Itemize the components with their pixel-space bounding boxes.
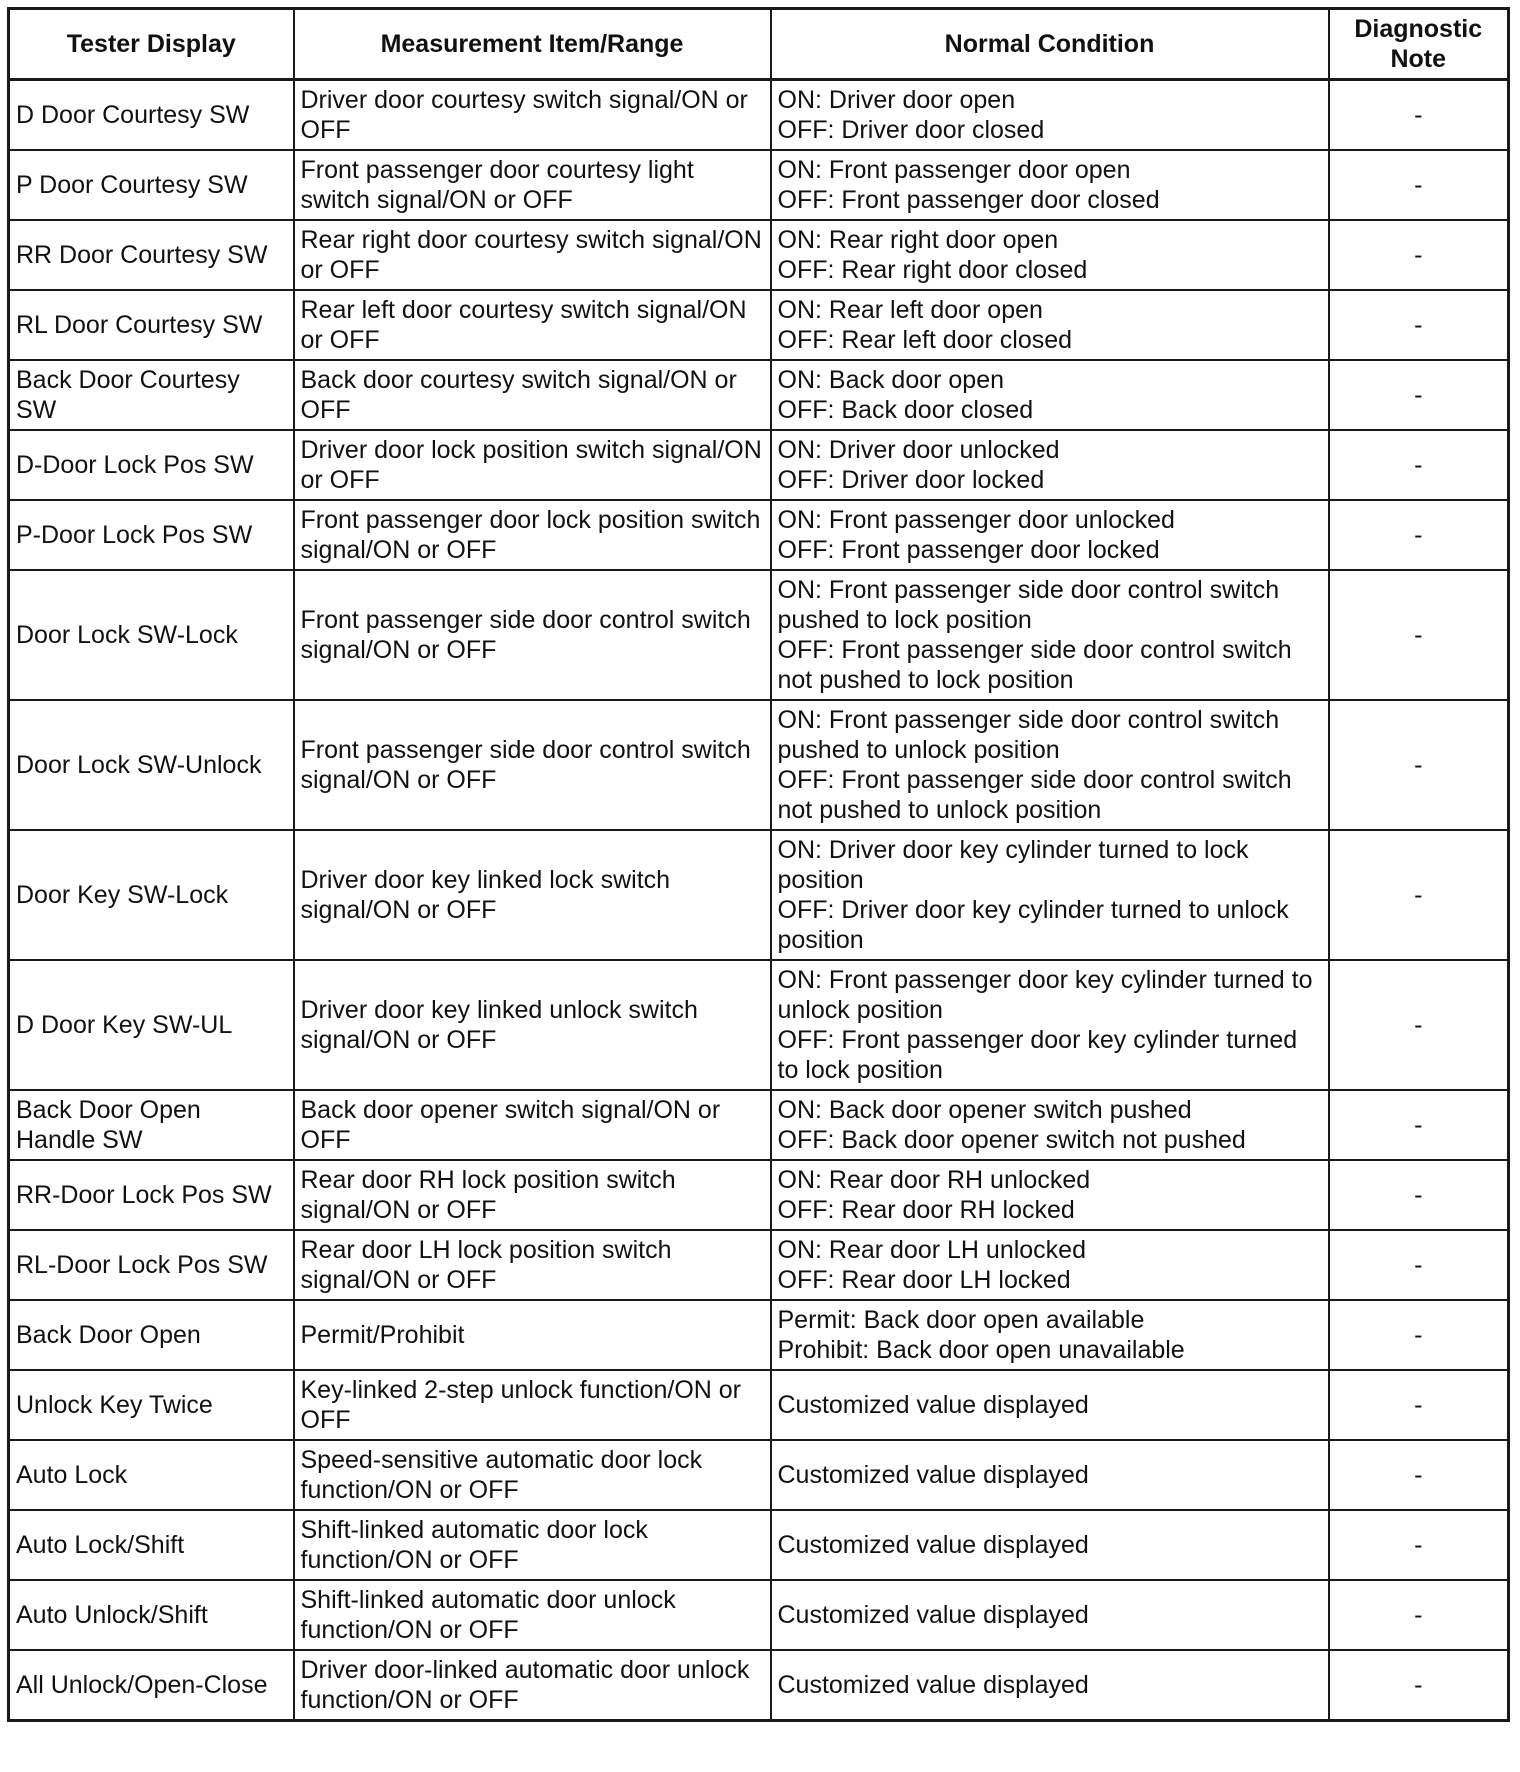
table-row — [9, 1300, 1509, 1370]
normal-condition-line: Customized value displayed — [777, 1391, 1089, 1419]
measurement-cell: Rear left door courtesy switch signal/ON or OFF — [294, 290, 771, 360]
normal-condition-line: OFF: Front passenger side door control switch not pushed to lock position — [777, 636, 1292, 694]
normal-condition-line: OFF: Front passenger door closed — [777, 186, 1160, 214]
table-row — [9, 570, 1509, 700]
measurement-cell: Driver door key linked lock switch signal/ON or OFF — [294, 830, 771, 960]
normal-condition-line: OFF: Rear right door closed — [777, 256, 1088, 284]
normal-condition-cell — [771, 1650, 1329, 1721]
normal-condition-line: ON: Rear door LH unlocked — [777, 1236, 1086, 1264]
normal-condition-cell — [771, 1160, 1329, 1230]
diagnostic-note-cell: - — [1329, 1440, 1509, 1510]
normal-condition-cell — [771, 1580, 1329, 1650]
normal-condition-cell — [771, 1300, 1329, 1370]
normal-condition-cell — [771, 80, 1329, 151]
normal-condition-line: ON: Rear right door open — [777, 226, 1059, 254]
header-normal-condition: Normal Condition — [771, 9, 1329, 80]
normal-condition-line: ON: Driver door key cylinder turned to lock position — [777, 836, 1249, 894]
tester-display-cell: Door Lock SW-Lock — [9, 570, 294, 700]
measurement-cell: Front passenger door courtesy light switch signal/ON or OFF — [294, 150, 771, 220]
normal-condition-line: OFF: Driver door closed — [777, 116, 1045, 144]
diagnostic-note-cell: - — [1329, 1370, 1509, 1440]
normal-condition-cell — [771, 220, 1329, 290]
measurement-cell: Shift-linked automatic door unlock function/ON or OFF — [294, 1580, 771, 1650]
diagnostic-note-cell: - — [1329, 570, 1509, 700]
normal-condition-cell — [771, 150, 1329, 220]
normal-condition-cell — [771, 1230, 1329, 1300]
diagnostic-note-cell: - — [1329, 960, 1509, 1090]
normal-condition-line: ON: Driver door unlocked — [777, 436, 1060, 464]
tester-display-cell: All Unlock/Open-Close — [9, 1650, 294, 1721]
measurement-cell: Rear door RH lock position switch signal/ON or OFF — [294, 1160, 771, 1230]
normal-condition-line: OFF: Back door closed — [777, 396, 1034, 424]
measurement-cell: Driver door key linked unlock switch signal/ON or OFF — [294, 960, 771, 1090]
normal-condition-cell — [771, 830, 1329, 960]
tester-display-cell: Unlock Key Twice — [9, 1370, 294, 1440]
measurement-cell: Front passenger side door control switch signal/ON or OFF — [294, 700, 771, 830]
tester-display-cell: P Door Courtesy SW — [9, 150, 294, 220]
normal-condition-line: OFF: Front passenger side door control switch not pushed to unlock position — [777, 766, 1292, 824]
table-row — [9, 1230, 1509, 1300]
tester-display-cell: Back Door Open — [9, 1300, 294, 1370]
measurement-cell: Driver door courtesy switch signal/ON or OFF — [294, 80, 771, 151]
normal-condition-line: OFF: Back door opener switch not pushed — [777, 1126, 1246, 1154]
normal-condition-line: ON: Front passenger door key cylinder turned to unlock position — [777, 966, 1313, 1024]
header-measurement-item: Measurement Item/Range — [294, 9, 771, 80]
table-row — [9, 1510, 1509, 1580]
tester-display-cell: RL Door Courtesy SW — [9, 290, 294, 360]
normal-condition-line: Customized value displayed — [777, 1531, 1089, 1559]
table-row — [9, 1650, 1509, 1721]
table-row — [9, 360, 1509, 430]
diagnostic-note-cell: - — [1329, 430, 1509, 500]
normal-condition-line: ON: Rear door RH unlocked — [777, 1166, 1091, 1194]
normal-condition-line: OFF: Front passenger door locked — [777, 536, 1160, 564]
diagnostic-note-cell: - — [1329, 1650, 1509, 1721]
tester-display-cell: RL-Door Lock Pos SW — [9, 1230, 294, 1300]
table-row — [9, 220, 1509, 290]
tester-display-cell: D-Door Lock Pos SW — [9, 430, 294, 500]
table-row — [9, 150, 1509, 220]
normal-condition-cell — [771, 360, 1329, 430]
tester-display-cell: Door Key SW-Lock — [9, 830, 294, 960]
diagnostic-note-cell: - — [1329, 830, 1509, 960]
measurement-cell: Rear right door courtesy switch signal/ON or OFF — [294, 220, 771, 290]
table-row — [9, 1440, 1509, 1510]
normal-condition-line: OFF: Rear left door closed — [777, 326, 1073, 354]
normal-condition-cell — [771, 1440, 1329, 1510]
measurement-cell: Shift-linked automatic door lock function/ON or OFF — [294, 1510, 771, 1580]
tester-display-cell: Auto Lock — [9, 1440, 294, 1510]
diagnostic-note-cell: - — [1329, 290, 1509, 360]
normal-condition-line: OFF: Driver door locked — [777, 466, 1045, 494]
measurement-cell: Driver door-linked automatic door unlock function/ON or OFF — [294, 1650, 771, 1721]
diagnostic-note-cell: - — [1329, 1580, 1509, 1650]
header-diagnostic-note: Diagnostic Note — [1329, 9, 1509, 80]
normal-condition-line: OFF: Rear door LH locked — [777, 1266, 1071, 1294]
measurement-cell: Rear door LH lock position switch signal/ON or OFF — [294, 1230, 771, 1300]
normal-condition-cell — [771, 1510, 1329, 1580]
table-body — [9, 80, 1509, 1721]
diagnostic-note-cell: - — [1329, 1300, 1509, 1370]
table-row — [9, 700, 1509, 830]
table-row — [9, 830, 1509, 960]
table-row — [9, 500, 1509, 570]
normal-condition-line: Customized value displayed — [777, 1601, 1089, 1629]
diagnostic-note-cell: - — [1329, 1160, 1509, 1230]
tester-display-cell: P-Door Lock Pos SW — [9, 500, 294, 570]
diagnostic-note-cell: - — [1329, 360, 1509, 430]
tester-display-cell: Auto Unlock/Shift — [9, 1580, 294, 1650]
measurement-cell: Front passenger side door control switch signal/ON or OFF — [294, 570, 771, 700]
diagnostic-note-cell: - — [1329, 220, 1509, 290]
table-row — [9, 1090, 1509, 1160]
normal-condition-cell — [771, 290, 1329, 360]
measurement-cell: Back door courtesy switch signal/ON or OFF — [294, 360, 771, 430]
header-tester-display: Tester Display — [9, 9, 294, 80]
normal-condition-line: ON: Front passenger side door control switch pushed to unlock position — [777, 706, 1280, 764]
normal-condition-line: ON: Front passenger door open — [777, 156, 1131, 184]
diagnostic-note-cell: - — [1329, 150, 1509, 220]
normal-condition-line: ON: Front passenger door unlocked — [777, 506, 1175, 534]
tester-display-cell: Back Door Courtesy SW — [9, 360, 294, 430]
normal-condition-line: Prohibit: Back door open unavailable — [777, 1336, 1185, 1364]
tester-display-cell: Back Door Open Handle SW — [9, 1090, 294, 1160]
table-row — [9, 1580, 1509, 1650]
normal-condition-line: OFF: Driver door key cylinder turned to unlock position — [777, 896, 1289, 954]
normal-condition-cell — [771, 1090, 1329, 1160]
diagnostic-note-cell: - — [1329, 1230, 1509, 1300]
normal-condition-cell — [771, 500, 1329, 570]
table-row — [9, 1160, 1509, 1230]
normal-condition-cell — [771, 960, 1329, 1090]
diagnostic-note-cell: - — [1329, 500, 1509, 570]
normal-condition-line: ON: Back door opener switch pushed — [777, 1096, 1192, 1124]
diagnostic-note-cell: - — [1329, 700, 1509, 830]
normal-condition-cell — [771, 1370, 1329, 1440]
diagnostic-note-cell: - — [1329, 1510, 1509, 1580]
header-row — [9, 9, 1509, 80]
table-row — [9, 290, 1509, 360]
table-row — [9, 80, 1509, 151]
measurement-cell: Speed-sensitive automatic door lock function/ON or OFF — [294, 1440, 771, 1510]
measurement-cell: Key-linked 2-step unlock function/ON or OFF — [294, 1370, 771, 1440]
normal-condition-line: OFF: Rear door RH locked — [777, 1196, 1075, 1224]
measurement-cell: Driver door lock position switch signal/ON or OFF — [294, 430, 771, 500]
measurement-cell: Back door opener switch signal/ON or OFF — [294, 1090, 771, 1160]
diagnostic-note-cell: - — [1329, 80, 1509, 151]
tester-display-cell: Auto Lock/Shift — [9, 1510, 294, 1580]
measurement-cell: Permit/Prohibit — [294, 1300, 771, 1370]
normal-condition-line: ON: Driver door open — [777, 86, 1016, 114]
normal-condition-line: Permit: Back door open available — [777, 1306, 1145, 1334]
table-row — [9, 430, 1509, 500]
normal-condition-line: Customized value displayed — [777, 1671, 1089, 1699]
tester-display-cell: RR-Door Lock Pos SW — [9, 1160, 294, 1230]
measurement-cell: Front passenger door lock position switch signal/ON or OFF — [294, 500, 771, 570]
diagnostic-note-cell: - — [1329, 1090, 1509, 1160]
normal-condition-cell — [771, 430, 1329, 500]
normal-condition-line: OFF: Front passenger door key cylinder turned to lock position — [777, 1026, 1298, 1084]
normal-condition-cell — [771, 700, 1329, 830]
normal-condition-line: Customized value displayed — [777, 1461, 1089, 1489]
normal-condition-cell — [771, 570, 1329, 700]
tester-display-cell: D Door Courtesy SW — [9, 80, 294, 151]
data-monitor-table — [7, 7, 1510, 1722]
table-row — [9, 1370, 1509, 1440]
normal-condition-line: ON: Back door open — [777, 366, 1005, 394]
normal-condition-line: ON: Front passenger side door control switch pushed to lock position — [777, 576, 1280, 634]
tester-display-cell: D Door Key SW-UL — [9, 960, 294, 1090]
table-row — [9, 960, 1509, 1090]
normal-condition-line: ON: Rear left door open — [777, 296, 1043, 324]
tester-display-cell: RR Door Courtesy SW — [9, 220, 294, 290]
tester-display-cell: Door Lock SW-Unlock — [9, 700, 294, 830]
